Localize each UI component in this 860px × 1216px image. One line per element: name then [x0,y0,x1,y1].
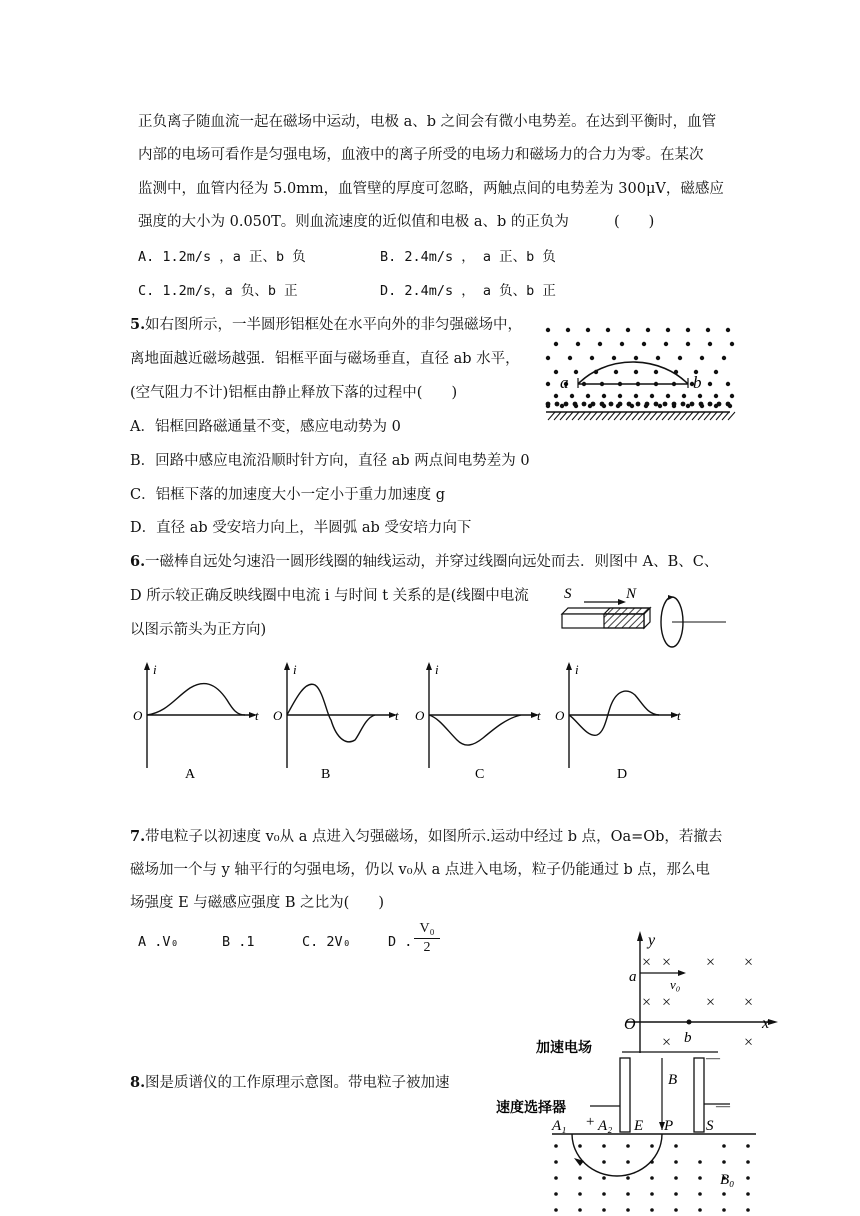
svg-text:×: × [662,994,672,1011]
svg-text:×: × [662,1034,672,1051]
magnet-n-label: N [626,586,637,602]
graph-c-label: C [475,767,485,782]
q6-line-1: 一磁棒自远处匀速沿一圆形线圈的轴线运动，并穿过线圈向远处而去．则图中 A、B、C、 [145,554,719,570]
q5-option-a: A．铝框回路磁通量不变，感应电动势为 0 [130,419,401,435]
q7-axis-x-label: x [762,1015,770,1032]
selector-plus-label: + [586,1114,595,1130]
b-field-label: B [668,1072,678,1088]
q5-line-3: (空气阻力不计)铝框由静止释放下落的过程中( ) [130,385,458,401]
q5-label-a: a [560,373,569,392]
q4-option-a: A. 1.2m/s ，a 正、b 负 [138,249,306,265]
b0-field-label: B₀ [720,1172,735,1188]
svg-text:×: × [706,954,716,971]
graph-b [273,662,399,782]
q5-option-c: C．铝框下落的加速度大小一定小于重力加速度 g [130,487,445,503]
q7-line-2: 磁场加一个与 y 轴平行的匀强电场，仍以 v₀从 a 点进入电场，粒子仍能通过 b 点，那么电 [130,862,710,878]
q4-line-4: 强度的大小为 0.050T。则血流速度的近似值和电极 a、b 的正负为 [138,214,569,230]
plate-a1-label: A₁ [552,1118,567,1134]
e-field-label: E [634,1118,644,1134]
svg-text:×: × [706,994,716,1011]
q7-line-3: 场强度 E 与磁感应强度 B 之比为( ) [130,895,384,911]
q4-option-c: C. 1.2m/s，a 负、b 正 [138,283,298,299]
svg-text:×: × [642,994,652,1011]
fraction-numerator: V₀ [414,920,440,939]
q6-line-2: D 所示较正确反映线圈中电流 i 与时间 t 关系的是(线圈中电流 [130,588,529,604]
magnet-s-label: S [564,586,572,602]
q5-option-d: D．直径 ab 受安培力向上，半圆弧 ab 受安培力向下 [130,520,472,536]
q4-line-2: 内部的电场可看作是匀强电场，血液中的离子所受的电场力和磁场力的合力为零。在某次 [138,147,704,163]
q4-line-3: 监测中，血管内径为 5.0mm，血管壁的厚度可忽略，两触点间的电势差为 300μV，磁感应 [138,181,724,197]
graph-d [555,662,681,782]
q7-axis-y-label: y [648,932,656,949]
graph-a-o-label: O [133,708,143,723]
plate-a2-label: A₂ [598,1118,613,1134]
graph-a [133,662,259,782]
q7-point-a-label: a [629,969,637,985]
q6-line-3: 以图示箭头为正方向) [130,622,267,638]
q4-option-b: B. 2.4m/s ， a 正、b 负 [380,249,556,265]
svg-text:×: × [642,954,652,971]
q5-line-2: 离地面越近磁场越强．铝框平面与磁场垂直，直径 ab 水平， [130,351,520,367]
q7-option-a: A .V₀ [138,934,179,950]
q5-label-b: b [693,373,702,392]
q7-fraction [414,920,440,957]
q7-option-d: D . [388,934,413,950]
svg-text:×: × [744,994,754,1011]
q7-number: 7. [130,828,146,845]
q4-answer-blank: ( ) [614,214,655,230]
fraction-denominator: 2 [423,940,431,955]
svg-text:×: × [744,954,754,971]
graph-a-label: A [185,767,196,782]
svg-text:×: × [662,954,672,971]
graph-b-i-label: i [293,662,297,677]
graph-a-t-label: t [255,708,259,723]
q5-line-1: 如右图所示，一半圆形铝框处在水平向外的非匀强磁场中， [145,317,522,333]
graph-c-o-label: O [415,708,425,723]
graph-d-label: D [617,767,628,782]
slit-s-label: S [706,1118,714,1134]
graph-d-t-label: t [677,708,681,723]
q6-magnet-coil-figure [556,580,736,660]
current-graphs [125,660,695,785]
graph-b-label: B [321,767,331,782]
q7-option-b: B .1 [222,934,255,950]
svg-text:×: × [744,1034,754,1051]
velocity-selector-label: 速度选择器 [496,1101,566,1116]
graph-a-i-label: i [153,662,157,677]
graph-b-o-label: O [273,708,283,723]
q7-velocity-label: v₀ [670,977,681,992]
graph-d-o-label: O [555,708,565,723]
accel-minus-label: — [706,1051,720,1066]
selector-minus-label: — [716,1099,730,1114]
q5-option-b: B．回路中感应电流沿顺时针方向，直径 ab 两点间电势差为 0 [130,453,530,469]
q5-number: 5. [130,316,146,333]
q4-option-d: D. 2.4m/s ， a 负、b 正 [380,283,556,299]
accel-field-label: 加速电场 [536,1041,592,1056]
q8-line-1: 图是质谱仪的工作原理示意图。带电粒子被加速 [145,1075,450,1091]
slit-p-label: P [664,1118,674,1134]
graph-d-i-label: i [575,662,579,677]
q7-line-1: 带电粒子以初速度 v₀从 a 点进入匀强磁场，如图所示.运动中经过 b 点，Oa=Ob，若撤去 [145,829,723,845]
graph-b-t-label: t [395,708,399,723]
q8-number: 8. [130,1074,146,1091]
graph-c [415,662,541,782]
graph-c-i-label: i [435,662,439,677]
q5-semicircle-figure [538,318,738,426]
q7-origin-label: O [624,1016,636,1033]
q4-line-1: 正负离子随血流一起在磁场中运动，电极 a、b 之间会有微小电势差。在达到平衡时，血管 [138,114,717,130]
q8-mass-spectrometer-figure [494,1034,764,1216]
graph-c-t-label: t [537,708,541,723]
q7-option-c: C. 2V₀ [302,934,351,950]
q7-point-b-label: b [684,1030,692,1046]
q6-number: 6. [130,553,146,570]
